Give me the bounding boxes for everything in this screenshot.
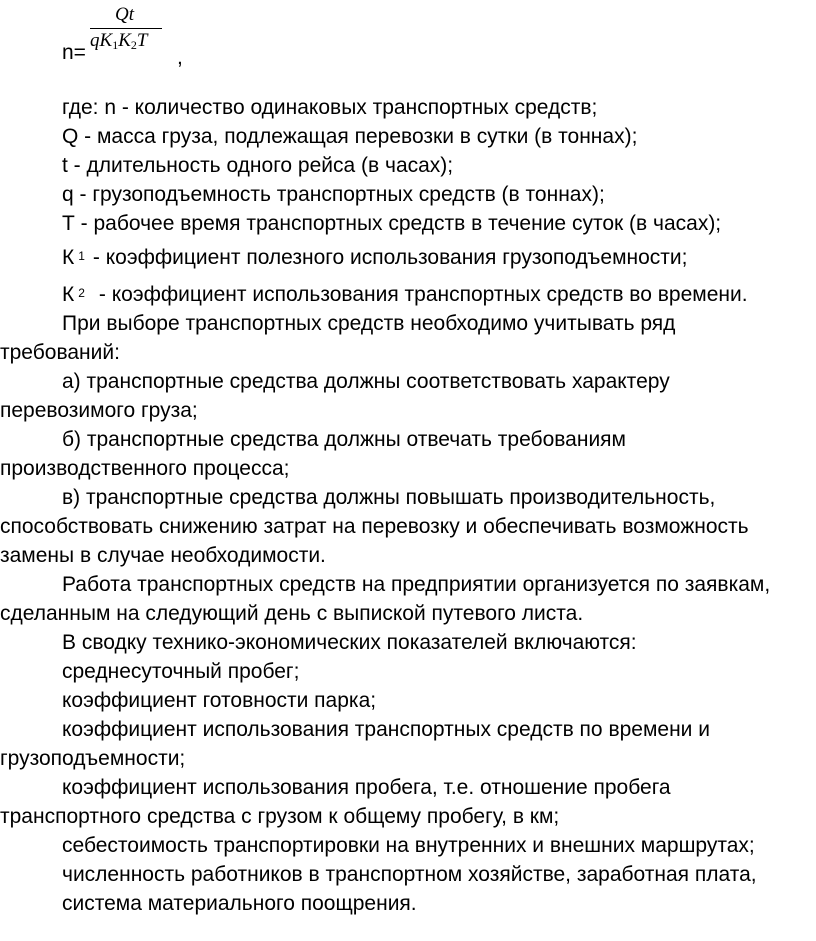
formula-comma: , [177,46,183,69]
paragraph-line: При выборе транспортных средств необходимо учитывать ряд [62,312,676,335]
indicator-item: система материального поощрения. [62,892,417,915]
fraction-bar [90,28,162,29]
indicator-item-cont: грузоподъемности; [0,747,186,770]
paragraph-line: В сводку технико-экономических показателей включаются: [62,631,637,654]
list-item-a-cont: перевозимого груза; [0,399,198,422]
formula-numerator: Qt [115,4,134,25]
definition-k2 [62,282,748,310]
k2-text: - коэффициент использования транспортных средств во времени. [98,283,748,306]
definition-k1 [62,245,688,273]
definition-n: где: n - количество одинаковых транспортных средств; [62,96,598,119]
definition-t-duration: t - длительность одного рейса (в часах); [62,154,454,177]
k2-letter: К [62,283,75,306]
formula-denominator [90,30,147,56]
vehicle-count-formula [0,0,816,80]
paragraph-line: сделанным на следующий день с выпиской путевого листа. [0,602,584,625]
definition-q-mass: Q - масса груза, подлежащая перевозки в сутки (в тоннах); [62,125,638,148]
indicator-item: численность работников в транспортном хозяйстве, заработная плата, [62,863,757,886]
list-item-c-cont: способствовать снижению затрат на перевозку и обеспечивать возможность [0,515,749,538]
k1-letter: К [62,246,75,269]
paragraph-line: Работа транспортных средств на предприятии организуется по заявкам, [62,573,771,596]
list-item-c: в) транспортные средства должны повышать производительность, [62,486,716,509]
k1-subscript: 1 [78,249,85,263]
list-item-c-cont: замены в случае необходимости. [0,544,326,567]
list-item-b-cont: производственного процесса; [0,457,290,480]
definition-t-worktime: Т - рабочее время транспортных средств в течение суток (в часах); [62,212,722,235]
indicator-item: среднесуточный пробег; [62,660,300,683]
indicator-item: себестоимость транспортировки на внутренних и внешних маршрутах; [62,834,755,857]
indicator-item: коэффициент использования пробега, т.е. отношение пробега [62,776,671,799]
indicator-item-cont: транспортного средства с грузом к общему пробегу, в км; [0,805,560,828]
den-qk: qK [90,30,113,51]
indicator-item: коэффициент использования транспортных средств по времени и [62,718,710,741]
den-k: K [118,30,131,51]
list-item-b: б) транспортные средства должны отвечать требованиям [62,428,626,451]
list-item-a: а) транспортные средства должны соответствовать характеру [62,370,670,393]
indicator-item: коэффициент готовности парка; [62,689,377,712]
den-sub-2: 2 [130,38,137,52]
k1-text: - коэффициент полезного использования грузоподъемности; [92,246,688,269]
den-sub-1: 1 [112,38,119,52]
definition-q-capacity: q - грузоподъемность транспортных средств (в тоннах); [62,183,605,206]
paragraph-line: требований: [0,341,120,364]
formula-prefix: n= [62,41,86,64]
den-t: T [136,30,148,51]
k2-subscript: 2 [78,286,85,300]
